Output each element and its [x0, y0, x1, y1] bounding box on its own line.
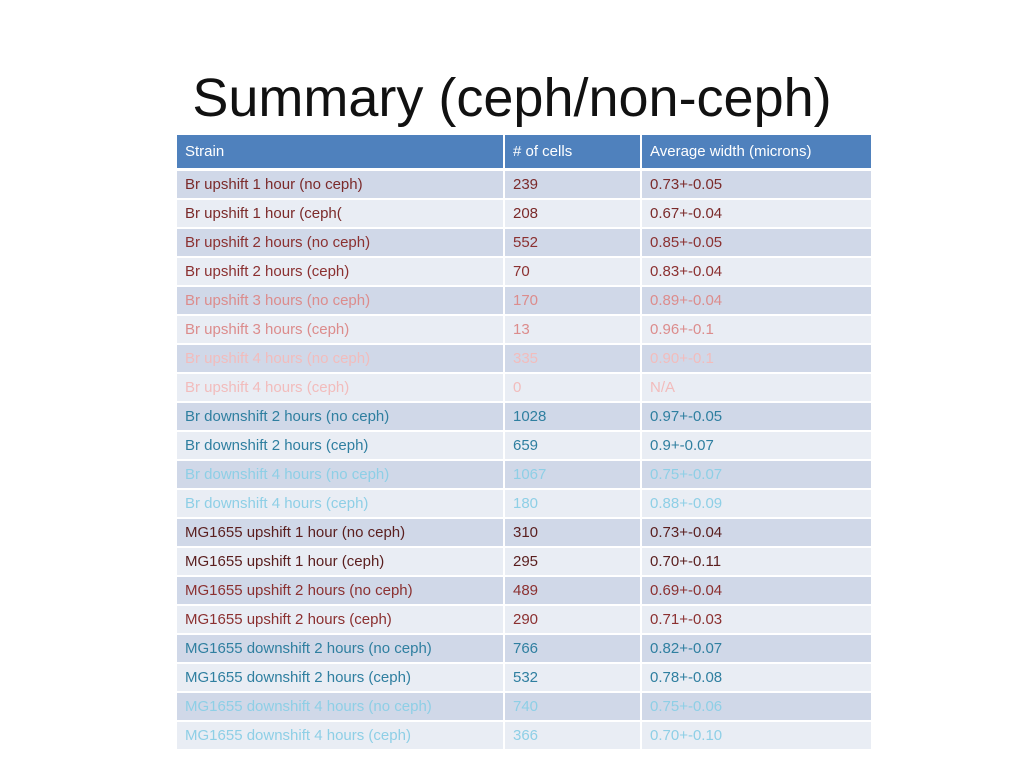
table-row	[177, 576, 871, 605]
cell-strain: MG1655 upshift 2 hours (ceph)	[177, 605, 504, 634]
table-row	[177, 663, 871, 692]
cell-cell-count: 180	[504, 489, 641, 518]
cell-strain: Br upshift 2 hours (ceph)	[177, 257, 504, 286]
cell-cell-count: 239	[504, 170, 641, 200]
cell-strain: Br downshift 4 hours (ceph)	[177, 489, 504, 518]
cell-strain: Br upshift 3 hours (ceph)	[177, 315, 504, 344]
table-header-row	[177, 135, 871, 170]
table-row	[177, 634, 871, 663]
cell-strain: Br upshift 4 hours (ceph)	[177, 373, 504, 402]
cell-cell-count: 366	[504, 721, 641, 750]
cell-average-width: 0.9+-0.07	[641, 431, 871, 460]
cell-strain: MG1655 upshift 1 hour (ceph)	[177, 547, 504, 576]
cell-average-width: 0.75+-0.07	[641, 460, 871, 489]
cell-strain: MG1655 downshift 4 hours (ceph)	[177, 721, 504, 750]
cell-average-width: 0.90+-0.1	[641, 344, 871, 373]
cell-average-width: 0.89+-0.04	[641, 286, 871, 315]
cell-cell-count: 659	[504, 431, 641, 460]
table-row	[177, 228, 871, 257]
header-strain: Strain	[177, 135, 504, 170]
cell-cell-count: 552	[504, 228, 641, 257]
table-row	[177, 431, 871, 460]
cell-average-width: 0.73+-0.04	[641, 518, 871, 547]
table-row	[177, 199, 871, 228]
cell-average-width: 0.73+-0.05	[641, 170, 871, 200]
table-row	[177, 721, 871, 750]
cell-cell-count: 170	[504, 286, 641, 315]
cell-cell-count: 295	[504, 547, 641, 576]
cell-average-width: 0.70+-0.10	[641, 721, 871, 750]
cell-average-width: 0.83+-0.04	[641, 257, 871, 286]
table-row	[177, 373, 871, 402]
cell-cell-count: 740	[504, 692, 641, 721]
cell-cell-count: 310	[504, 518, 641, 547]
header-average-width: Average width (microns)	[641, 135, 871, 170]
summary-table	[177, 135, 871, 751]
table-row	[177, 402, 871, 431]
cell-strain: Br upshift 1 hour (no ceph)	[177, 170, 504, 200]
table-row	[177, 547, 871, 576]
cell-strain: Br upshift 2 hours (no ceph)	[177, 228, 504, 257]
cell-average-width: 0.71+-0.03	[641, 605, 871, 634]
table-row	[177, 257, 871, 286]
cell-cell-count: 290	[504, 605, 641, 634]
cell-strain: MG1655 upshift 2 hours (no ceph)	[177, 576, 504, 605]
cell-average-width: 0.70+-0.11	[641, 547, 871, 576]
cell-average-width: 0.67+-0.04	[641, 199, 871, 228]
header-cell-count: # of cells	[504, 135, 641, 170]
table-row	[177, 489, 871, 518]
cell-cell-count: 766	[504, 634, 641, 663]
cell-strain: Br upshift 4 hours (no ceph)	[177, 344, 504, 373]
cell-strain: MG1655 downshift 2 hours (no ceph)	[177, 634, 504, 663]
cell-cell-count: 0	[504, 373, 641, 402]
cell-strain: Br downshift 2 hours (ceph)	[177, 431, 504, 460]
table-row	[177, 605, 871, 634]
cell-average-width: 0.78+-0.08	[641, 663, 871, 692]
cell-cell-count: 532	[504, 663, 641, 692]
cell-average-width: 0.85+-0.05	[641, 228, 871, 257]
cell-average-width: 0.69+-0.04	[641, 576, 871, 605]
cell-strain: Br upshift 3 hours (no ceph)	[177, 286, 504, 315]
table-row	[177, 518, 871, 547]
cell-cell-count: 489	[504, 576, 641, 605]
cell-strain: Br downshift 4 hours (no ceph)	[177, 460, 504, 489]
table-row	[177, 286, 871, 315]
table-row	[177, 344, 871, 373]
cell-average-width: 0.82+-0.07	[641, 634, 871, 663]
table-row	[177, 460, 871, 489]
cell-strain: Br upshift 1 hour (ceph(	[177, 199, 504, 228]
table-row	[177, 170, 871, 200]
cell-strain: MG1655 downshift 2 hours (ceph)	[177, 663, 504, 692]
cell-cell-count: 1028	[504, 402, 641, 431]
cell-cell-count: 1067	[504, 460, 641, 489]
cell-strain: Br downshift 2 hours (no ceph)	[177, 402, 504, 431]
cell-strain: MG1655 downshift 4 hours (no ceph)	[177, 692, 504, 721]
cell-average-width: 0.88+-0.09	[641, 489, 871, 518]
cell-cell-count: 335	[504, 344, 641, 373]
cell-average-width: 0.97+-0.05	[641, 402, 871, 431]
cell-average-width: 0.75+-0.06	[641, 692, 871, 721]
cell-strain: MG1655 upshift 1 hour (no ceph)	[177, 518, 504, 547]
cell-average-width: N/A	[641, 373, 871, 402]
table-body	[177, 170, 871, 751]
table-row	[177, 315, 871, 344]
cell-cell-count: 13	[504, 315, 641, 344]
cell-average-width: 0.96+-0.1	[641, 315, 871, 344]
cell-cell-count: 70	[504, 257, 641, 286]
table-row	[177, 692, 871, 721]
cell-cell-count: 208	[504, 199, 641, 228]
slide-title: Summary (ceph/non-ceph)	[192, 68, 832, 128]
